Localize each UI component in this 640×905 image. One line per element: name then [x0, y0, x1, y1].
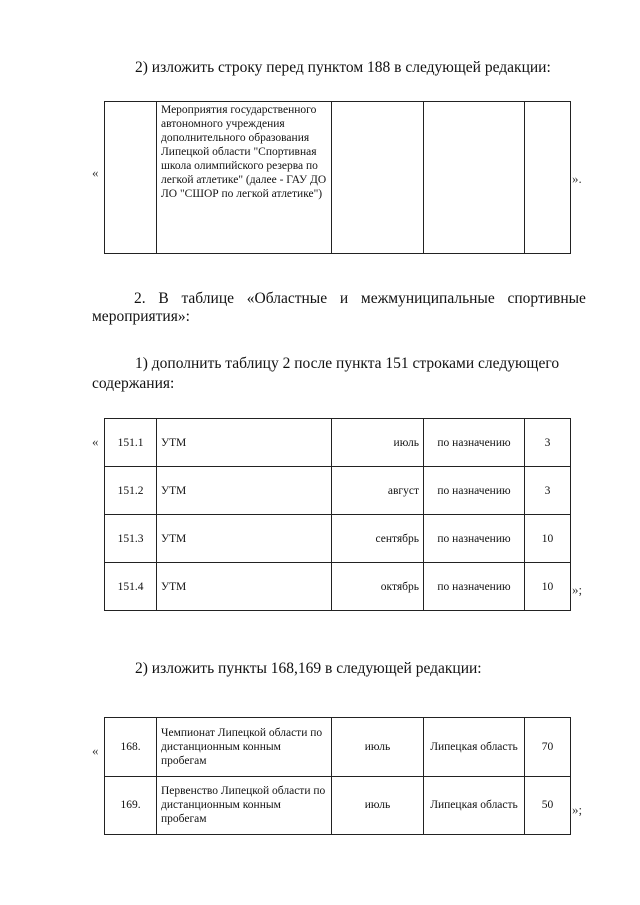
cell-place: по назначению: [424, 515, 525, 563]
quote-open-2: «: [92, 434, 99, 449]
cell-name: УТМ: [157, 563, 332, 611]
table-utm: [104, 418, 571, 611]
section2-heading-line1: [134, 289, 586, 308]
table-row: [105, 467, 571, 515]
cell-num: [105, 102, 157, 254]
cell-name: Первенство Липецкой области по дистанционным конным пробегам: [157, 776, 332, 835]
section2-heading-line2: мероприятия»:: [92, 308, 190, 325]
cell-place: по назначению: [424, 563, 525, 611]
table-row: [105, 718, 571, 777]
heading-word: 2.: [134, 290, 146, 307]
quote-open-1: «: [92, 165, 99, 180]
cell-month: октябрь: [332, 563, 424, 611]
cell-count: 50: [525, 776, 571, 835]
cell-month: август: [332, 467, 424, 515]
heading-word: спортивные: [507, 290, 586, 307]
cell-name: УТМ: [157, 515, 332, 563]
cell-name: УТМ: [157, 467, 332, 515]
section3-heading-line1: 1) дополнить таблицу 2 после пункта 151 строками следующего: [135, 355, 560, 372]
cell-place: Липецкая область: [424, 718, 525, 777]
cell-month: июль: [332, 776, 424, 835]
table-horse-races: [104, 717, 571, 835]
cell-num: 151.2: [105, 467, 157, 515]
cell-num: 151.4: [105, 563, 157, 611]
cell-place: по назначению: [424, 467, 525, 515]
section1-heading: 2) изложить строку перед пунктом 188 в следующей редакции:: [135, 59, 551, 76]
cell-count: 3: [525, 419, 571, 467]
quote-close-2: »;: [572, 582, 583, 597]
table-row: [105, 419, 571, 467]
cell-name: Чемпионат Липецкой области по дистанционным конным пробегам: [157, 718, 332, 777]
cell-month: [332, 102, 424, 254]
cell-place: по назначению: [424, 419, 525, 467]
table-row: [105, 102, 571, 254]
quote-close-3: »;: [572, 802, 583, 817]
cell-place: [424, 102, 525, 254]
cell-month: сентябрь: [332, 515, 424, 563]
table-row: [105, 515, 571, 563]
cell-count: 10: [525, 515, 571, 563]
heading-word: таблице: [181, 290, 235, 307]
cell-name: УТМ: [157, 419, 332, 467]
table-sports-school: [104, 101, 571, 254]
quote-close-1: ».: [572, 171, 582, 186]
heading-word: В: [158, 290, 169, 307]
section3-heading-line2: содержания:: [92, 375, 175, 392]
quote-open-3: «: [92, 743, 99, 758]
cell-num: 169.: [105, 776, 157, 835]
cell-place: Липецкая область: [424, 776, 525, 835]
cell-num: 151.3: [105, 515, 157, 563]
cell-num: 151.1: [105, 419, 157, 467]
heading-word: и: [339, 290, 349, 307]
table-row: [105, 776, 571, 835]
cell-count: 3: [525, 467, 571, 515]
cell-name: Мероприятия государственного автономного учреждения дополнительного образования Липецкой области "Спортивная школа олимпийского резерва по легкой атлетике" (далее - ГАУ ДО ЛО "СШОР по легкой атлетике"): [157, 102, 332, 254]
cell-count: [525, 102, 571, 254]
cell-month: июль: [332, 419, 424, 467]
table-row: [105, 563, 571, 611]
cell-count: 70: [525, 718, 571, 777]
cell-count: 10: [525, 563, 571, 611]
heading-word: межмуниципальные: [360, 290, 495, 307]
cell-num: 168.: [105, 718, 157, 777]
section4-heading: 2) изложить пункты 168,169 в следующей редакции:: [135, 660, 482, 677]
heading-word: «Областные: [246, 290, 328, 307]
cell-month: июль: [332, 718, 424, 777]
